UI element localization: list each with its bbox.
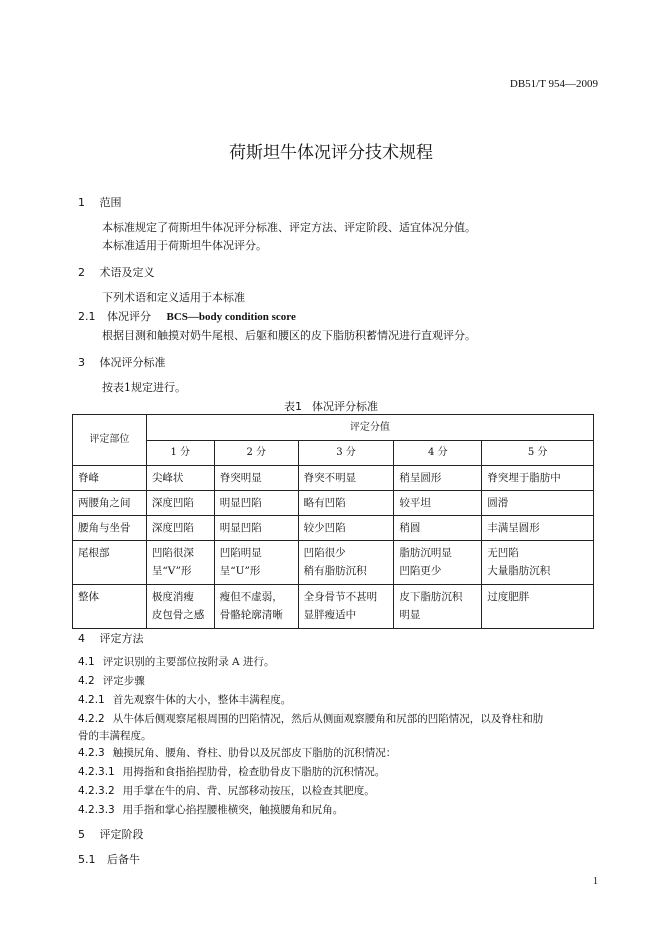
row-part-label: 腰角与坐骨: [73, 516, 147, 541]
row-part-label: 脊峰: [73, 466, 147, 491]
method-step: [78, 692, 291, 707]
method-step: [78, 783, 375, 798]
table-cell: [298, 585, 394, 629]
cell-line: 较平坦: [399, 497, 431, 509]
table-cell: [482, 491, 594, 516]
cell-line: 大量脂肪沉积: [487, 565, 551, 577]
section-number: 2: [78, 266, 85, 279]
cell-line: 瘦但不虚弱，: [219, 591, 283, 603]
section-number: 5: [78, 828, 85, 841]
section-number: 4: [78, 632, 85, 645]
subsection-5-1-heading: [78, 851, 140, 867]
table-cell: [214, 516, 298, 541]
table-cell: [482, 541, 594, 585]
score-header-3: 3 分: [298, 441, 394, 466]
cell-line: 深度凹陷: [151, 522, 194, 534]
section-5-heading: [78, 826, 144, 842]
row-part-label: 两腰角之间: [73, 491, 147, 516]
table-cell: [214, 491, 298, 516]
score-header-4: 4 分: [394, 441, 482, 466]
bcs-table: [72, 414, 594, 629]
step-text: 用拇指和食指掐捏肋骨，检查肋骨皮下脂肪的沉积情况。: [122, 766, 386, 778]
subsection-title: 体况评分: [107, 310, 151, 323]
step-text: 用手指和掌心掐捏腰椎横突，触摸腰角和尻角。: [122, 804, 344, 816]
page-number: 1: [593, 876, 598, 887]
cell-line: 呈“V”形: [151, 565, 192, 577]
table-caption: [0, 398, 662, 414]
cell-line: 皮下脂肪沉积: [399, 591, 463, 603]
table-cell: [146, 541, 214, 585]
table-cell: [298, 516, 394, 541]
cell-line: 凹陷明显: [219, 547, 262, 559]
section-2-para-1: 下列术语和定义适用于本标准: [102, 291, 245, 304]
cell-line: 稍圆: [399, 522, 421, 534]
cell-line: 无凹陷: [487, 547, 519, 559]
table-row: [73, 466, 594, 491]
score-header-2: 2 分: [214, 441, 298, 466]
section-3-para-1: 按表1规定进行。: [102, 381, 186, 394]
section-1-para-2: 本标准适用于荷斯坦牛体况评分。: [102, 239, 267, 252]
subsection-title: 后备牛: [107, 853, 140, 866]
subsection-number: 2.1: [78, 310, 96, 323]
step-number: 4.2.3.1: [78, 766, 115, 778]
subsection-number: 5.1: [78, 853, 96, 866]
cell-line: 尖峰状: [151, 472, 184, 484]
method-step: [78, 802, 343, 817]
cell-line: 皮包骨之感: [151, 609, 205, 621]
step-number: 4.2.1: [78, 694, 105, 706]
term-english: BCS—body condition score: [166, 311, 296, 323]
step-number: 4.2.2: [78, 713, 105, 725]
cell-line: 明显凹陷: [219, 497, 262, 509]
table-cell: [482, 585, 594, 629]
table-cell: [214, 585, 298, 629]
table-cell: [214, 466, 298, 491]
cell-line: 较少凹陷: [303, 522, 346, 534]
doc-code: DB51/T 954—2009: [509, 78, 598, 90]
table-cell: [214, 541, 298, 585]
step-number: 4.2.3: [78, 747, 105, 759]
table-cell: [298, 491, 394, 516]
table-cell: [394, 491, 482, 516]
cell-line: 脊突明显: [219, 472, 262, 484]
section-title: 范围: [99, 196, 122, 209]
section-number: 1: [78, 196, 85, 209]
step-number: 4.2.3.2: [78, 785, 115, 797]
table-cell: [394, 541, 482, 585]
cell-line: 脂肪沉明显: [399, 547, 452, 559]
section-title: 评定阶段: [99, 828, 144, 841]
section-title: 体况评分标准: [99, 356, 166, 369]
score-header-row: [73, 441, 594, 466]
table-cell: [298, 541, 394, 585]
method-step: [78, 673, 145, 688]
step-text: 用手掌在牛的肩、背、尻部移动按压，以检查其肥度。: [122, 785, 375, 797]
cell-line: 凹陷很深: [151, 547, 194, 559]
table-cell: [394, 516, 482, 541]
table-cell: [146, 466, 214, 491]
cell-line: 深度凹陷: [151, 497, 194, 509]
method-step: [78, 711, 543, 726]
table-cell: [482, 466, 594, 491]
cell-line: 全身骨节不甚明: [303, 591, 378, 603]
table-cell: [482, 516, 594, 541]
table-cell: [146, 516, 214, 541]
method-step: [78, 745, 396, 760]
row-part-label: 尾根部: [73, 541, 147, 585]
section-1-para-1: 本标准规定了荷斯坦牛体况评分标准、评定方法、评定阶段、适宜体况分值。: [102, 221, 476, 234]
cell-line: 显胖瘦适中: [303, 609, 357, 621]
header-part: 评定部位: [73, 415, 147, 466]
cell-line: 凹陷更少: [399, 565, 442, 577]
cell-line: 脊突不明显: [303, 472, 357, 484]
step-text: 评定步骤: [102, 675, 145, 687]
subsection-2-1-heading: [78, 308, 296, 324]
cell-line: 明显凹陷: [219, 522, 262, 534]
section-4-heading: [78, 630, 144, 646]
cell-line: 明显: [399, 609, 421, 621]
cell-line: 过度肥胖: [487, 591, 530, 603]
method-step: [78, 764, 385, 779]
section-2-heading: [78, 264, 155, 280]
cell-line: 稍有脂肪沉积: [303, 565, 367, 577]
step-text: 首先观察牛体的大小，整体丰满程度。: [112, 694, 292, 706]
section-title: 评定方法: [99, 632, 144, 645]
cell-line: 凹陷很少: [303, 547, 346, 559]
cell-line: 稍呈圆形: [399, 472, 442, 484]
table-title: 体况评分标准: [312, 400, 378, 413]
table-cell: [298, 466, 394, 491]
section-3-heading: [78, 354, 166, 370]
table-number: 表1: [284, 400, 302, 413]
step-number: 4.1: [78, 656, 95, 668]
subsection-2-1-text: 根据目测和触摸对奶牛尾根、后躯和腰区的皮下脂肪积蓄情况进行直观评分。: [102, 329, 476, 342]
table-cell: [146, 585, 214, 629]
header-score: 评定分值: [146, 415, 593, 441]
step-text: 评定识别的主要部位按附录 A 进行。: [102, 656, 275, 668]
method-step: [78, 654, 274, 669]
cell-line: 极度消瘦: [151, 591, 194, 603]
cell-line: 呈“U”形: [219, 565, 261, 577]
section-title: 术语及定义: [99, 266, 155, 279]
cell-line: 圆滑: [487, 497, 509, 509]
cell-line: 丰满呈圆形: [487, 522, 540, 534]
table-cell: [394, 585, 482, 629]
step-text: 从牛体后侧观察尾根周围的凹陷情况，然后从侧面观察腰角和尻部的凹陷情况，以及脊柱和肋: [112, 713, 544, 725]
cell-line: 骨骼轮廓清晰: [219, 609, 283, 621]
page-title: 荷斯坦牛体况评分技术规程: [229, 143, 433, 163]
score-header-5: 5 分: [482, 441, 594, 466]
table-cell: [394, 466, 482, 491]
table-row: [73, 541, 594, 585]
step-text: 触摸尻角、腰角、脊柱、肋骨以及尻部皮下脂肪的沉积情况：: [112, 747, 397, 759]
cell-line: 脊突埋于脂肪中: [487, 472, 561, 484]
step-number: 4.2.3.3: [78, 804, 115, 816]
step-text-continued: 骨的丰满程度。: [78, 730, 152, 742]
score-header-1: 1 分: [146, 441, 214, 466]
row-part-label: 整体: [73, 585, 147, 629]
table-row: [73, 516, 594, 541]
section-number: 3: [78, 356, 85, 369]
cell-line: 略有凹陷: [303, 497, 346, 509]
table-row: [73, 491, 594, 516]
step-number: 4.2: [78, 675, 95, 687]
table-row: [73, 585, 594, 629]
table-cell: [146, 491, 214, 516]
section-1-heading: [78, 194, 122, 210]
